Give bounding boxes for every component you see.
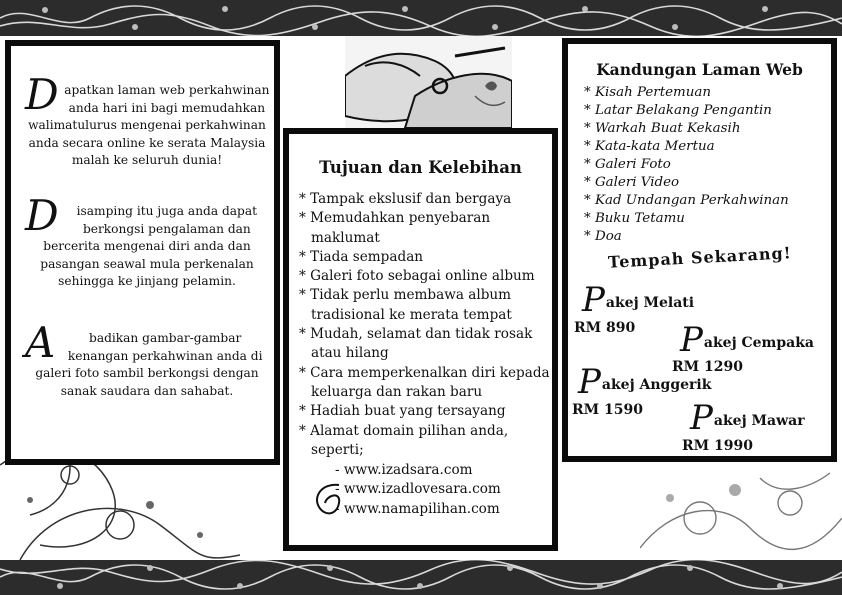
wedding-hands-photo bbox=[345, 36, 512, 128]
domain-example: - www.izadsara.com bbox=[299, 461, 501, 480]
contents-title: Kandungan Laman Web bbox=[596, 60, 803, 79]
intro-text-1: apatkan laman web perkahwinan anda hari ini bagi memudahkan walimatulurus mengenai perkahwinan anda secara online ke serata Malaysia malah ke seluruh dunia! bbox=[28, 83, 270, 167]
contents-item: * Galeri Foto bbox=[584, 156, 789, 174]
package-name: akej Melati bbox=[605, 295, 695, 311]
package-cap: P bbox=[578, 362, 601, 402]
package-price: RM 1990 bbox=[682, 438, 753, 454]
intro-text-2: isamping itu juga anda dapat berkongsi pengalaman dan bercerita mengenai diri anda dan pasangan seawal mula perkenalan sehingga ke jinjang pelamin. bbox=[40, 204, 258, 288]
benefit-item: * Tampak ekslusif dan bergaya bbox=[299, 190, 551, 209]
package-name: akej Mawar bbox=[713, 413, 805, 429]
domain-example: - www.namapilihan.com bbox=[299, 500, 501, 519]
package-price: RM 1590 bbox=[572, 402, 643, 418]
package-name: akej Anggerik bbox=[601, 377, 712, 393]
drop-cap: A bbox=[25, 318, 56, 367]
intro-paragraph-2 bbox=[21, 191, 273, 291]
benefit-item: * Mudah, selamat dan tidak rosak atau hilang bbox=[299, 325, 551, 364]
package-melati bbox=[582, 280, 694, 320]
benefit-item: * Alamat domain pilihan anda, seperti; bbox=[299, 422, 551, 461]
intro-text-3: badikan gambar-gambar kenangan perkahwinan anda di galeri foto sambil berkongsi dengan sanak saudara dan sahabat. bbox=[35, 331, 263, 398]
drop-cap: D bbox=[25, 70, 59, 119]
package-price: RM 890 bbox=[574, 320, 636, 336]
intro-panel bbox=[5, 40, 280, 465]
contents-item: * Latar Belakang Pengantin bbox=[584, 102, 789, 120]
benefit-item: * Tidak perlu membawa album tradisional ke merata tempat bbox=[299, 286, 551, 325]
domain-example: - www.izadlovesara.com bbox=[299, 480, 501, 499]
bottom-ornament-band bbox=[0, 560, 842, 595]
top-ornament-band bbox=[0, 0, 842, 36]
package-cap: P bbox=[690, 398, 713, 438]
package-cap: P bbox=[582, 280, 605, 320]
contents-list bbox=[584, 84, 789, 246]
intro-paragraph-3 bbox=[21, 318, 273, 400]
benefits-list bbox=[299, 190, 551, 460]
contents-item: * Galeri Video bbox=[584, 174, 789, 192]
contents-item: * Buku Tetamu bbox=[584, 210, 789, 228]
contents-item: * Kata-kata Mertua bbox=[584, 138, 789, 156]
contents-item: * Doa bbox=[584, 228, 789, 246]
contents-item: * Warkah Buat Kekasih bbox=[584, 120, 789, 138]
benefit-item: * Memudahkan penyebaran maklumat bbox=[299, 209, 551, 248]
package-name: akej Cempaka bbox=[703, 335, 815, 351]
benefit-item: * Hadiah buat yang tersayang bbox=[299, 402, 551, 421]
benefits-panel bbox=[283, 128, 558, 551]
package-cempaka bbox=[680, 320, 814, 360]
benefits-title: Tujuan dan Kelebihan bbox=[319, 158, 522, 177]
contents-item: * Kisah Pertemuan bbox=[584, 84, 789, 102]
benefit-item: * Cara memperkenalkan diri kepada keluarga dan rakan baru bbox=[299, 364, 551, 403]
order-now-heading: Tempah Sekarang! bbox=[607, 243, 793, 272]
package-cap: P bbox=[680, 320, 703, 360]
benefit-item: * Tiada sempadan bbox=[299, 248, 551, 267]
contents-panel bbox=[562, 38, 837, 462]
small-swirl-icon bbox=[309, 479, 345, 519]
drop-cap: D bbox=[25, 191, 59, 240]
package-mawar bbox=[690, 398, 805, 438]
floral-swirl-right bbox=[640, 468, 842, 560]
contents-item: * Kad Undangan Perkahwinan bbox=[584, 192, 789, 210]
package-anggerik bbox=[578, 362, 711, 402]
intro-paragraph-1 bbox=[21, 70, 273, 170]
benefit-item: * Galeri foto sebagai online album bbox=[299, 267, 551, 286]
package-price: RM 1290 bbox=[672, 359, 743, 375]
